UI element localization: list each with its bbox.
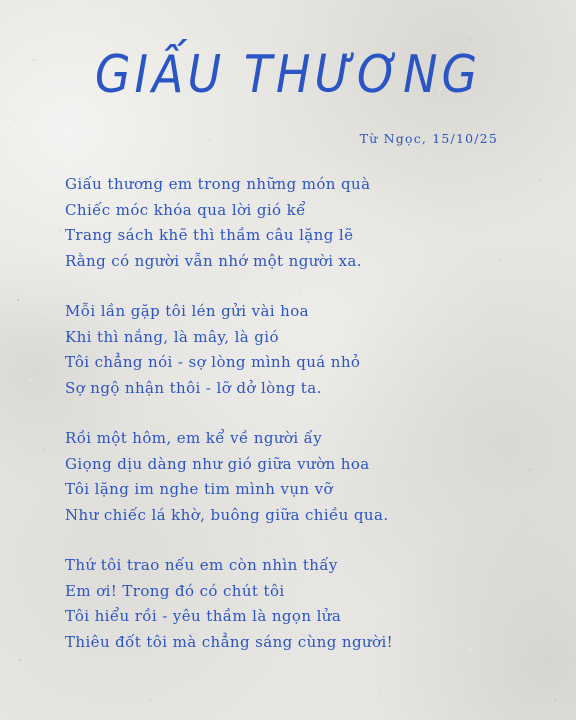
poem-line: Rằng có người vẫn nhớ một người xa.	[65, 251, 362, 270]
poem-line: Rồi một hôm, em kể về người ấy	[65, 429, 323, 447]
poem-line: Giấu thương em trong những món quà	[65, 175, 371, 193]
poem-line: Thứ tôi trao nếu em còn nhìn thấy	[65, 556, 338, 574]
poem-line: Tôi lặng im nghe tim mình vụn vỡ	[65, 480, 333, 498]
poem-line: Trang sách khẽ thì thầm câu lặng lẽ	[65, 226, 354, 244]
poem-body	[65, 172, 545, 680]
poem-line: Giọng dịu dàng như gió giữa vườn hoa	[65, 454, 370, 473]
poem-line: Chiếc móc khóa qua lời gió kể	[65, 200, 306, 219]
poem-line: Mỗi lần gặp tôi lén gửi vài hoa	[65, 302, 310, 320]
stanza-2	[65, 299, 545, 401]
poem-line: Như chiếc lá khờ, buông giữa chiều qua.	[65, 505, 389, 524]
poem-line: Tôi chẳng nói - sợ lòng mình quá nhỏ	[65, 353, 361, 371]
author-date-byline: Từ Ngọc, 15/10/25	[359, 131, 498, 146]
poem-title: GIẤU THƯƠNG	[94, 43, 482, 105]
poem-line: Khi thì nắng, là mây, là gió	[65, 327, 279, 346]
poem-line: Thiêu đốt tôi mà chẳng sáng cùng người!	[65, 632, 394, 651]
poem-line: Em ơi! Trong đó có chút tôi	[65, 581, 285, 600]
stanza-4	[65, 553, 545, 655]
poem-line: Tôi hiểu rồi - yêu thầm là ngọn lửa	[65, 607, 342, 625]
stanza-1	[65, 172, 545, 274]
poem-line: Sợ ngộ nhận thôi - lỡ dở lòng ta.	[65, 378, 322, 397]
stanza-3	[65, 426, 545, 528]
